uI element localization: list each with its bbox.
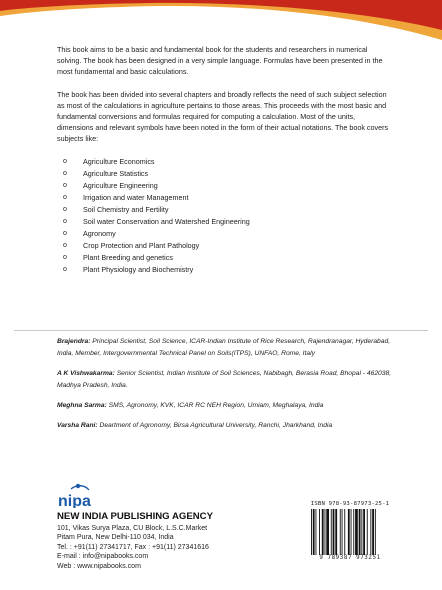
bullet-marker: o — [63, 230, 67, 238]
barcode-digits: 9 789387 973251 — [319, 555, 381, 561]
intro-paragraph-1: This book aims to be a basic and fundamental book for the students and researchers in numerical solving. The book has been designed in a very simple language. Formulas have been presented in the most fundamental and basic calculations. — [57, 45, 383, 77]
subject-list — [57, 156, 393, 277]
intro-paragraph-2: The book has been divided into several chapters and broadly reflects the need of such subject selection as most of the calculations in agriculture pertains to those areas. This proceeds with the most basic and fundamental conversions and formulas required for computing a calculation. Most of the units, dimensions and relevant symbols have been noted in the form of their actual notations. The book covers subjects like: — [57, 89, 389, 144]
bullet-marker: o — [63, 206, 67, 213]
author-affiliation: Principal Scientist, Soil Science, ICAR-Indian Institute of Rice Research, Rajendranagar, Hyderabad, India, Member, Intergovernmental Technical Panel on Soils(ITPS), UNFAO, Rome, Italy — [57, 338, 391, 357]
publisher-name: NEW INDIA PUBLISHING AGENCY — [57, 511, 213, 522]
top-decorative-band — [0, 0, 442, 40]
publisher-phone: Tel. : +91(11) 27341717, Fax : +91(11) 27341616 — [57, 543, 209, 551]
subject-item — [63, 192, 393, 204]
subject-item — [63, 240, 393, 252]
subject-item — [63, 156, 393, 168]
publisher-address-line-1: 101, Vikas Surya Plaza, CU Block, L.S.C.Market — [57, 525, 208, 532]
subject-item — [63, 168, 393, 180]
subject-item — [63, 228, 393, 240]
subject-item — [63, 180, 393, 192]
subject-label: Agronomy — [83, 229, 116, 239]
subject-label: Agriculture Economics — [83, 156, 155, 166]
subject-label: Irrigation and water Management — [83, 192, 189, 202]
author-affiliation: Senior Scientist, Indian Institute of Soil Sciences, Nabibagh, Berasia Road, Bhopal - 462038, Madhya Pradesh, India. — [57, 370, 392, 389]
author-affiliation: SMS, Agronomy, KVK, ICAR RC NEH Region, Umiam, Meghalaya, India — [106, 402, 324, 410]
subject-item — [63, 264, 393, 276]
author-name: A K Vishwakarma: — [57, 370, 115, 378]
subject-item — [63, 204, 393, 216]
nipa-logo — [57, 483, 97, 508]
subject-label: Soil water Conservation and Watershed Engineering — [83, 217, 250, 227]
bullet-marker: o — [63, 157, 67, 165]
subject-label: Plant Breeding and genetics — [83, 253, 173, 263]
logo-wordmark: nipa — [58, 493, 91, 508]
bullet-marker: o — [63, 181, 67, 189]
author-entry — [57, 420, 397, 432]
subject-item — [63, 216, 393, 228]
subject-label: Soil Chemistry and Fertility — [83, 205, 169, 214]
publisher-website: Web : www.nipabooks.com — [57, 562, 141, 570]
subject-label: Agriculture Engineering — [83, 180, 158, 190]
bullet-marker: o — [63, 193, 67, 201]
publisher-address-line-2: Pitam Pura, New Delhi-110 034, India — [57, 534, 174, 542]
bullet-marker: o — [63, 254, 67, 262]
back-cover-description — [57, 44, 393, 277]
subject-label: Crop Protection and Plant Pathology — [83, 241, 200, 251]
subject-item — [63, 252, 393, 264]
author-entry — [57, 336, 397, 360]
author-entry — [57, 400, 397, 412]
bullet-marker: o — [63, 169, 67, 177]
author-name: Meghna Sarma: — [57, 402, 107, 410]
publisher-email: E-mail : info@nipabooks.com — [57, 553, 149, 561]
isbn-number: ISBN 978-93-87973-25-1 — [310, 501, 390, 507]
isbn-barcode — [307, 500, 393, 566]
section-divider — [14, 330, 428, 331]
author-name: Brajendra: — [57, 338, 91, 345]
author-entry — [57, 368, 397, 392]
bullet-marker: o — [63, 218, 67, 226]
author-affiliation: Deartment of Agronomy, Birsa Agricultural University, Ranchi, Jharkhand, India — [97, 422, 333, 430]
subject-label: Plant Physiology and Biochemistry — [83, 265, 194, 275]
subject-label: Agriculture Statistics — [83, 168, 149, 178]
barcode-bars — [307, 509, 393, 555]
bullet-marker: o — [63, 266, 67, 274]
author-list — [57, 336, 397, 441]
author-name: Varsha Rani: — [57, 422, 98, 430]
bullet-marker: o — [63, 242, 67, 250]
